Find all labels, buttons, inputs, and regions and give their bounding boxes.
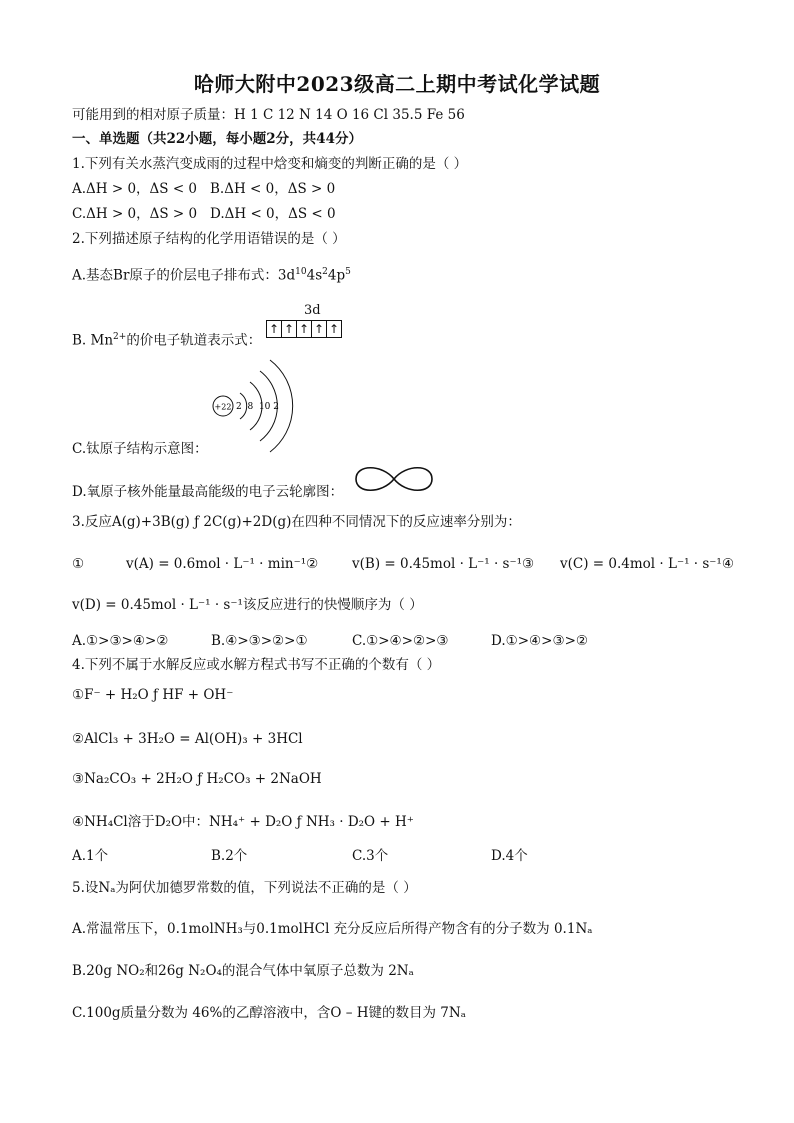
q1-stem: 1.下列有关水蒸汽变成雨的过程中焓变和熵变的判断正确的是（ ） — [72, 156, 468, 172]
nucleus-charge: +22 — [214, 402, 232, 412]
q3-option-d: D.①>④>③>② — [491, 633, 588, 649]
q2-option-b — [72, 328, 261, 350]
q2-option-b-tail: 的价电子轨道表示式： — [126, 332, 262, 349]
orbital-diagram — [266, 320, 342, 338]
q4-option-c: C.3个 — [352, 848, 389, 864]
q4-stem: 4.下列不属于水解反应或水解方程式书写不正确的个数有（ ） — [72, 657, 441, 673]
q2-a-sup2: 2 — [322, 267, 328, 277]
p-orbital-dumbbell-diagram — [352, 462, 436, 496]
q3-rate-c: v(C) = 0.4mol · L⁻¹ · s⁻¹④ — [560, 556, 734, 572]
q2-a-mid2: 4p — [327, 267, 346, 284]
section-heading: 一、单选题（共22小题，每小题2分，共44分） — [72, 131, 362, 147]
orbital-box-1: ↑ — [267, 321, 282, 337]
orbital-box-2: ↑ — [282, 321, 297, 337]
q4-equation-4: ④NH₄Cl溶于D₂O中：NH₄⁺ + D₂O ƒ NH₃ · D₂O + H⁺ — [72, 814, 414, 830]
q1-option-a: A.ΔH > 0，ΔS < 0 — [72, 181, 198, 197]
q4-equation-3: ③Na₂CO₃ + 2H₂O ƒ H₂CO₃ + 2NaOH — [72, 771, 322, 787]
q2-option-b-text: B. Mn — [72, 332, 114, 349]
shell-electrons: 2 8 10 2 — [236, 402, 279, 412]
q4-equation-1: ①F⁻ + H₂O ƒ HF + OH⁻ — [72, 687, 234, 703]
q1-option-b: B.ΔH < 0，ΔS > 0 — [210, 181, 336, 197]
q1-option-c: C.ΔH > 0，ΔS > 0 — [72, 206, 198, 222]
q2-option-c: C.钛原子结构示意图： — [72, 441, 208, 457]
q4-equation-2: ②AlCl₃ + 3H₂O = Al(OH)₃ + 3HCl — [72, 731, 303, 747]
q2-b-sup: 2+ — [113, 332, 127, 342]
page-title: 哈师大附中2023级高二上期中考试化学试题 — [193, 72, 601, 96]
q3-option-b: B.④>③>②>① — [211, 633, 308, 649]
q2-option-a — [72, 263, 351, 285]
orbital-box-3: ↑ — [297, 321, 312, 337]
q4-option-b: B.2个 — [211, 848, 248, 864]
dumbbell-shape — [356, 468, 432, 491]
q2-stem: 2.下列描述原子结构的化学用语错误的是（ ） — [72, 231, 346, 247]
q3-rate-a: v(A) = 0.6mol · L⁻¹ · min⁻¹② — [126, 556, 319, 572]
q4-option-d: D.4个 — [491, 848, 528, 864]
orbital-box-5: ↑ — [328, 322, 340, 336]
q2-a-sup3: 5 — [345, 267, 351, 277]
q3-option-c: C.①>④>②>③ — [352, 633, 449, 649]
q2-a-mid1: 4s — [306, 267, 323, 284]
orbital-box-4: ↑ — [312, 321, 327, 337]
titanium-structure-diagram — [205, 356, 295, 456]
q3-rate-b: v(B) = 0.45mol · L⁻¹ · s⁻¹③ — [352, 556, 535, 572]
q2-option-d: D.氧原子核外能量最高能级的电子云轮廓图： — [72, 484, 344, 500]
q5-stem: 5.设Nₐ为阿伏加德罗常数的值，下列说法不正确的是（ ） — [72, 880, 417, 896]
q2-option-a-text: A.基态Br原子的价层电子排布式：3d — [72, 267, 296, 284]
orbital-label: 3d — [304, 303, 321, 318]
q3-rate-d: v(D) = 0.45mol · L⁻¹ · s⁻¹该反应进行的快慢顺序为（ ） — [72, 597, 423, 613]
q4-option-a: A.1个 — [72, 848, 109, 864]
q5-option-a: A.常温常压下，0.1molNH₃与0.1molHCl 充分反应后所得产物含有的分子数为 0.1Nₐ — [72, 921, 593, 937]
q1-option-d: D.ΔH < 0，ΔS < 0 — [210, 206, 336, 222]
q3-rate-marker-1: ① — [72, 556, 85, 572]
q3-option-a: A.①>③>④>② — [72, 633, 169, 649]
q2-a-sup1: 10 — [295, 267, 307, 277]
q5-option-c: C.100g质量分数为 46%的乙醇溶液中，含O – H键的数目为 7Nₐ — [72, 1005, 466, 1021]
q3-stem: 3.反应A(g)+3B(g) ƒ 2C(g)+2D(g)在四种不同情况下的反应速率分别为： — [72, 514, 521, 530]
q5-option-b: B.20g NO₂和26g N₂O₄的混合气体中氧原子总数为 2Nₐ — [72, 963, 414, 979]
atomic-masses-line: 可能用到的相对原子质量：H 1 C 12 N 14 O 16 Cl 35.5 Fe 56 — [72, 107, 465, 123]
